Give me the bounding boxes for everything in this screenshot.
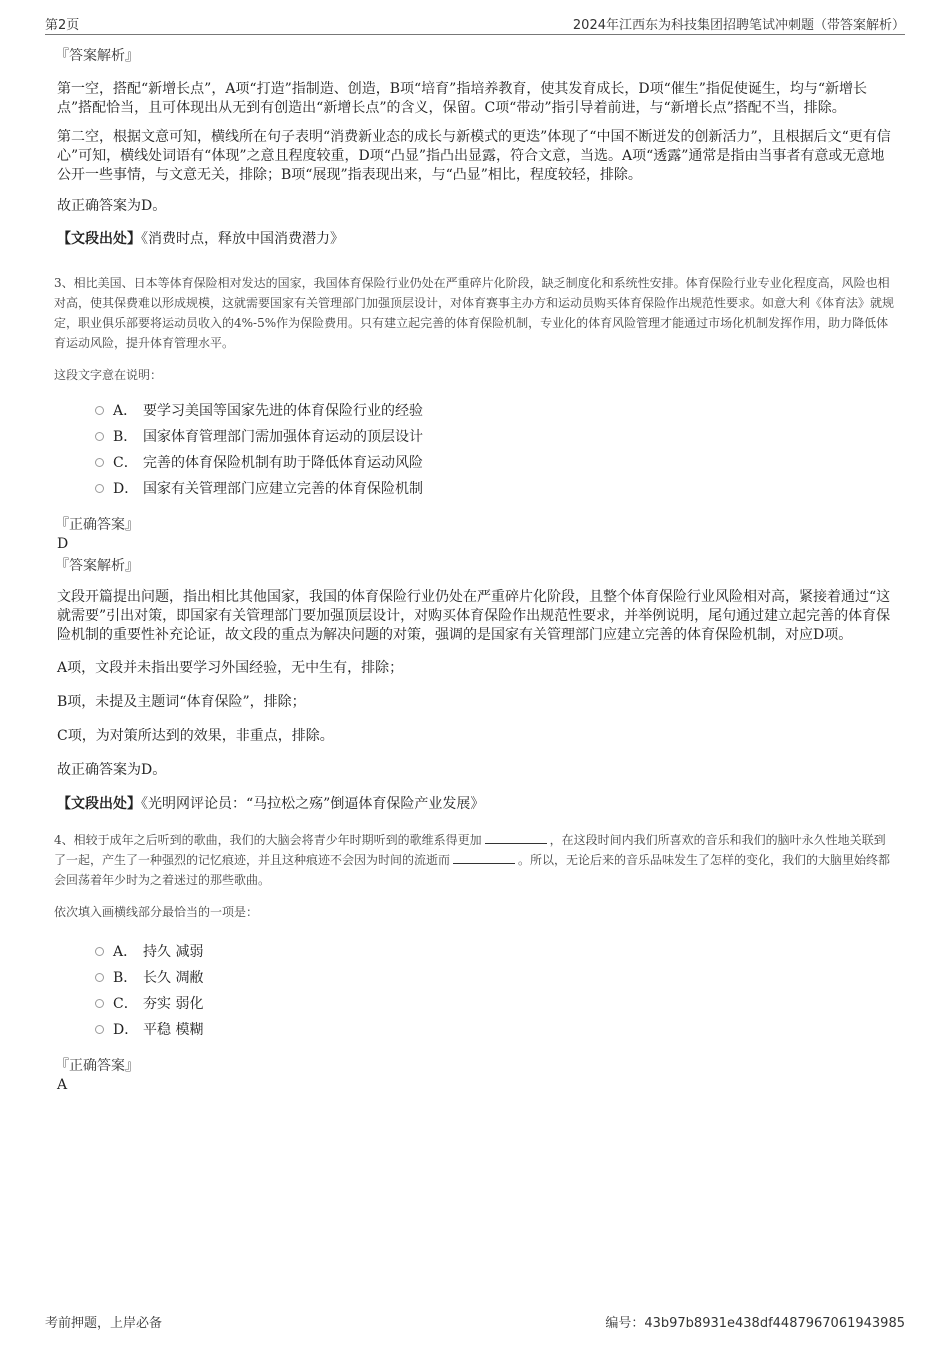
q3-note-a: A项，文段并未指出要学习外国经验，无中生有，排除； [57, 660, 404, 676]
q3-option-d[interactable]: D． 国家有关管理部门应建立完善的体育保险机制 [95, 475, 897, 501]
page-content [54, 46, 897, 1095]
radio-icon[interactable] [95, 1025, 104, 1034]
q3-prompt: 这段文字意在说明： [54, 368, 163, 382]
fill-blank-1 [485, 831, 547, 844]
q2-conclusion: 故正确答案为D。 [57, 198, 167, 214]
q3-option-c[interactable]: C． 完善的体育保险机制有助于降低体育运动风险 [95, 449, 897, 475]
q4-answer-label: 『正确答案』 [55, 1058, 139, 1074]
footer-slogan: 考前押题，上岸必备 [45, 1316, 163, 1331]
q3-source-title: 《光明网评论员：“马拉松之殇”倒逼体育保险产业发展》 [141, 796, 485, 812]
q2-source-title: 《消费时点，释放中国消费潜力》 [141, 231, 344, 247]
q3-source [57, 795, 897, 814]
q4-option-b[interactable]: B． 长久 凋敝 [95, 964, 897, 990]
radio-icon[interactable] [95, 947, 104, 956]
page-header [45, 14, 905, 35]
q2-analysis-label: 『答案解析』 [55, 48, 139, 64]
q3-note-c: C项，为对策所达到的效果，非重点，排除。 [57, 728, 334, 744]
q3-option-b[interactable]: B． 国家体育管理部门需加强体育运动的顶层设计 [95, 423, 897, 449]
q4-answer: A [57, 1077, 68, 1093]
footer-code: 编号：43b97b8931e438df4487967061943985 [605, 1316, 905, 1331]
q3-analysis-label: 『答案解析』 [55, 558, 139, 574]
fill-blank-2 [453, 851, 515, 864]
q4-option-a[interactable]: A． 持久 减弱 [95, 938, 897, 964]
q3-option-a[interactable]: A． 要学习美国等国家先进的体育保险行业的经验 [95, 397, 897, 423]
q3-analysis: 文段开篇提出问题，指出相比其他国家，我国的体育保险行业仍处在严重碎片化阶段，且整个体育保险行业风险相对高，紧接着通过“这就需要”引出对策，即国家有关管理部门要加强顶层设计，对购买体育保险作出规范性要求，并举例说明，尾句通过建立起完善的体育保险机制的重要性补充论证，故文段的重点为解决问题的对策，强调的是国家有关管理部门应建立完善的体育保险机制，对应D项。 [57, 589, 891, 643]
page-number: 第2页 [45, 18, 80, 33]
q2-analysis-para1: 第一空，搭配“新增长点”，A项“打造”指制造、创造，B项“培育”指培养教育，使其发育成长，D项“催生”指促使诞生，均与“新增长点”搭配恰当，且可体现出从无到有创造出“新增长点”的含义，保留。C项“带动”指引导着前进，与“新增长点”搭配不当，排除。 [57, 81, 868, 116]
q3-answer: D [57, 536, 69, 552]
radio-icon[interactable] [95, 484, 104, 493]
radio-icon[interactable] [95, 432, 104, 441]
q2-analysis-para2: 第二空，根据文意可知，横线所在句子表明“消费新业态的成长与新模式的更迭”体现了“中国不断迸发的创新活力”，且根据后文“更有信心”可知，横线处词语有“体现”之意且程度较重，D项“凸显”指凸出显露，符合文意，当选。A项“透露”通常是指由当事者有意或无意地公开一些事情，与文意无关，排除；B项“展现”指表现出来，与“凸显”相比，程度较轻，排除。 [57, 129, 891, 183]
radio-icon[interactable] [95, 458, 104, 467]
q3-note-b: B项，未提及主题词“体育保险”，排除； [57, 694, 306, 710]
q2-source [57, 230, 897, 249]
q4-option-c[interactable]: C． 夯实 弱化 [95, 990, 897, 1016]
q4-option-d[interactable]: D． 平稳 模糊 [95, 1016, 897, 1042]
radio-icon[interactable] [95, 999, 104, 1008]
q3-options [95, 397, 897, 501]
document-title: 2024年江西东为科技集团招聘笔试冲刺题（带答案解析） [572, 18, 905, 33]
q3-answer-label: 『正确答案』 [55, 517, 139, 533]
q2-source-prefix: 【文段出处】 [57, 231, 141, 247]
q4-options [95, 938, 897, 1042]
q3-stem: 3、相比美国、日本等体育保险相对发达的国家，我国体育保险行业仍处在严重碎片化阶段，缺乏制度化和系统性安排。体育保险行业专业化程度高，风险也相对高，使其保费难以形成规模，这就需要国家有关管理部门加强顶层设计，对体育赛事主办方和运动员购买体育保险作出规范性要求。如意大利《体育法》就规定，职业俱乐部要将运动员收入的4%-5%作为保险费用。只有建立起完善的体育保险机制，专业化的体育风险管理才能通过市场化机制发挥作用，助力降低体育运动风险，提升体育管理水平。 [54, 276, 895, 350]
q4-stem: 4、相较于成年之后听到的歌曲，我们的大脑会将青少年时期听到的歌维系得更加 ，在这段时间内我们所喜欢的音乐和我们的脑叶永久性地关联到了一起，产生了一种强烈的记忆痕迹，并且这种痕迹不会因为时间的流逝而 。所以，无论后来的音乐品味发生了怎样的变化，我们的大脑里始终都会回荡着年少时为之着迷过的那些歌曲。 [54, 833, 891, 887]
q3-source-prefix: 【文段出处】 [57, 796, 141, 812]
q3-conclusion: 故正确答案为D。 [57, 762, 167, 778]
q4-prompt: 依次填入画横线部分最恰当的一项是： [54, 905, 259, 919]
radio-icon[interactable] [95, 973, 104, 982]
radio-icon[interactable] [95, 406, 104, 415]
